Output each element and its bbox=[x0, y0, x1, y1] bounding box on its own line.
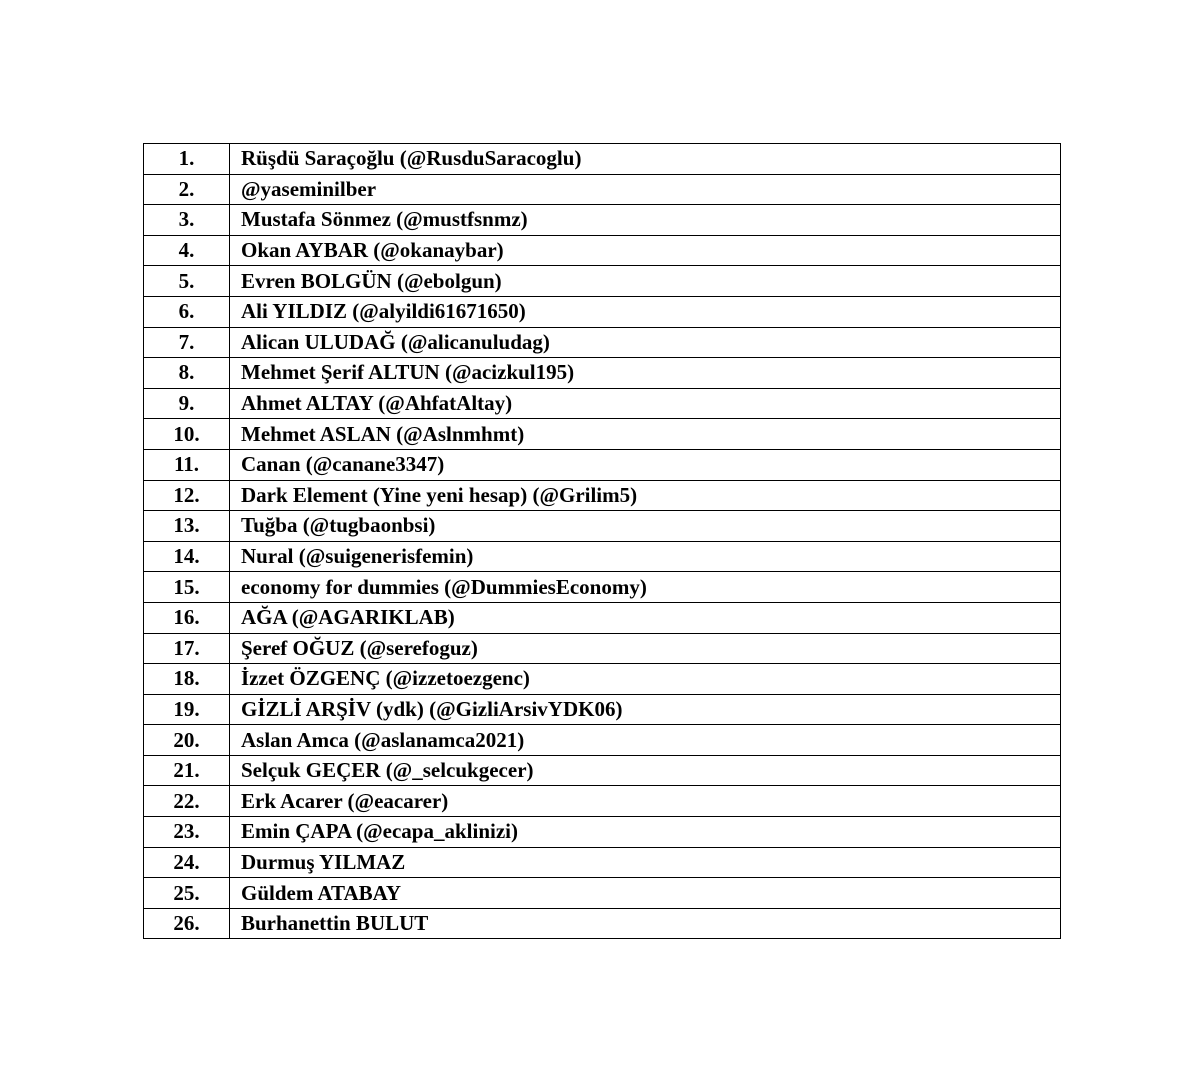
row-name: Erk Acarer (@eacarer) bbox=[230, 786, 1061, 817]
table-row bbox=[144, 174, 1061, 205]
table-row bbox=[144, 755, 1061, 786]
row-number: 8. bbox=[144, 358, 230, 389]
table-row bbox=[144, 144, 1061, 175]
row-number: 9. bbox=[144, 388, 230, 419]
row-name: Canan (@canane3347) bbox=[230, 449, 1061, 480]
row-number: 6. bbox=[144, 296, 230, 327]
row-name: Evren BOLGÜN (@ebolgun) bbox=[230, 266, 1061, 297]
row-name: Nural (@suigenerisfemin) bbox=[230, 541, 1061, 572]
table-row bbox=[144, 266, 1061, 297]
row-name: Dark Element (Yine yeni hesap) (@Grilim5) bbox=[230, 480, 1061, 511]
row-number: 18. bbox=[144, 664, 230, 695]
row-name: Burhanettin BULUT bbox=[230, 908, 1061, 939]
row-number: 20. bbox=[144, 725, 230, 756]
table-row bbox=[144, 602, 1061, 633]
table-row bbox=[144, 664, 1061, 695]
table-row bbox=[144, 511, 1061, 542]
row-name: Okan AYBAR (@okanaybar) bbox=[230, 235, 1061, 266]
row-number: 25. bbox=[144, 878, 230, 909]
table-row bbox=[144, 633, 1061, 664]
row-name: Aslan Amca (@aslanamca2021) bbox=[230, 725, 1061, 756]
row-name: Selçuk GEÇER (@_selcukgecer) bbox=[230, 755, 1061, 786]
row-name: Rüşdü Saraçoğlu (@RusduSaracoglu) bbox=[230, 144, 1061, 175]
row-number: 21. bbox=[144, 755, 230, 786]
table-row bbox=[144, 817, 1061, 848]
row-name: Mehmet ASLAN (@Aslnmhmt) bbox=[230, 419, 1061, 450]
name-list-table bbox=[143, 143, 1061, 939]
table-row bbox=[144, 694, 1061, 725]
row-number: 3. bbox=[144, 205, 230, 236]
table-row bbox=[144, 327, 1061, 358]
row-name: Şeref OĞUZ (@serefoguz) bbox=[230, 633, 1061, 664]
row-number: 24. bbox=[144, 847, 230, 878]
row-number: 19. bbox=[144, 694, 230, 725]
row-number: 10. bbox=[144, 419, 230, 450]
table-row bbox=[144, 419, 1061, 450]
table-row bbox=[144, 388, 1061, 419]
table-row bbox=[144, 296, 1061, 327]
name-list-body bbox=[144, 144, 1061, 939]
row-name: @yaseminilber bbox=[230, 174, 1061, 205]
table-row bbox=[144, 205, 1061, 236]
row-name: İzzet ÖZGENÇ (@izzetoezgenc) bbox=[230, 664, 1061, 695]
table-row bbox=[144, 480, 1061, 511]
row-number: 26. bbox=[144, 908, 230, 939]
row-number: 2. bbox=[144, 174, 230, 205]
row-name: AĞA (@AGARIKLAB) bbox=[230, 602, 1061, 633]
row-name: Güldem ATABAY bbox=[230, 878, 1061, 909]
table-row bbox=[144, 572, 1061, 603]
table-row bbox=[144, 449, 1061, 480]
row-number: 13. bbox=[144, 511, 230, 542]
row-number: 15. bbox=[144, 572, 230, 603]
row-number: 5. bbox=[144, 266, 230, 297]
row-number: 12. bbox=[144, 480, 230, 511]
table-row bbox=[144, 908, 1061, 939]
row-number: 16. bbox=[144, 602, 230, 633]
row-name: Durmuş YILMAZ bbox=[230, 847, 1061, 878]
table-row bbox=[144, 847, 1061, 878]
row-number: 1. bbox=[144, 144, 230, 175]
row-name: Alican ULUDAĞ (@alicanuludag) bbox=[230, 327, 1061, 358]
row-name: Tuğba (@tugbaonbsi) bbox=[230, 511, 1061, 542]
table-row bbox=[144, 878, 1061, 909]
row-number: 23. bbox=[144, 817, 230, 848]
row-number: 14. bbox=[144, 541, 230, 572]
row-number: 7. bbox=[144, 327, 230, 358]
table-row bbox=[144, 358, 1061, 389]
row-number: 17. bbox=[144, 633, 230, 664]
table-row bbox=[144, 786, 1061, 817]
row-number: 22. bbox=[144, 786, 230, 817]
row-name: Mehmet Şerif ALTUN (@acizkul195) bbox=[230, 358, 1061, 389]
row-name: GİZLİ ARŞİV (ydk) (@GizliArsivYDK06) bbox=[230, 694, 1061, 725]
row-name: Ali YILDIZ (@alyildi61671650) bbox=[230, 296, 1061, 327]
table-row bbox=[144, 541, 1061, 572]
row-name: Mustafa Sönmez (@mustfsnmz) bbox=[230, 205, 1061, 236]
table-row bbox=[144, 235, 1061, 266]
table-row bbox=[144, 725, 1061, 756]
row-name: economy for dummies (@DummiesEconomy) bbox=[230, 572, 1061, 603]
row-name: Emin ÇAPA (@ecapa_aklinizi) bbox=[230, 817, 1061, 848]
row-name: Ahmet ALTAY (@AhfatAltay) bbox=[230, 388, 1061, 419]
row-number: 11. bbox=[144, 449, 230, 480]
row-number: 4. bbox=[144, 235, 230, 266]
